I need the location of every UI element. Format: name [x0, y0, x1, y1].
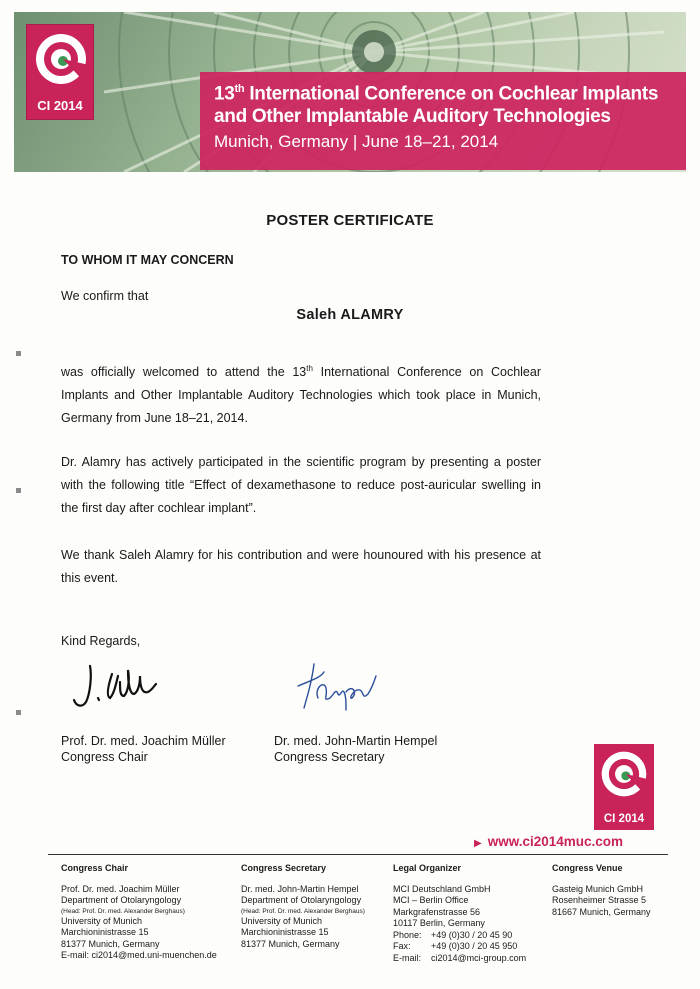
- paragraph-thanks: We thank Saleh Alamry for his contribution and were hounoured with his presence at this event.: [61, 548, 541, 585]
- footer-congress-chair: Congress Chair Prof. Dr. med. Joachim Müller Department of Otolaryngology (Head: Prof. Dr. med. Alexander Berghaus) University of Munich Marchioninistrasse 15 81377 Munich, Germany E-mail: ci2014@med.uni-muenchen.de: [61, 863, 236, 962]
- paragraph-attendance: was officially welcomed to attend the 13th International Conference on Cochlear Implants and Other Implantable Auditory Technologies which took place in Munich, Germany from June 18–21, 2014.: [61, 364, 541, 426]
- conference-banner: [14, 12, 686, 172]
- closing: Kind Regards,: [61, 634, 141, 648]
- signature-mueller: [68, 656, 168, 716]
- signature-hempel: [284, 658, 384, 718]
- ci2014-logo-bottom: [594, 744, 654, 830]
- certificate-title: POSTER CERTIFICATE: [266, 212, 434, 229]
- website-link[interactable]: ▶ www.ci2014muc.com: [474, 834, 624, 849]
- confirm-line: We confirm that: [61, 289, 149, 303]
- arrow-right-icon: ▶: [474, 838, 482, 849]
- signer-chair: Prof. Dr. med. Joachim Müller Congress Chair: [61, 734, 226, 764]
- punch-mark: [16, 710, 21, 715]
- signer-secretary: Dr. med. John-Martin Hempel Congress Secretary: [274, 734, 438, 764]
- conference-title: 13th International Conference on Cochlear Implants and Other Implantable Auditory Technologies: [214, 83, 659, 128]
- legal-email[interactable]: ci2014@mci-group.com: [431, 952, 527, 963]
- footer-legal-organizer: Legal Organizer MCI Deutschland GmbH MCI – Berlin Office Markgrafenstrasse 56 10117 Berlin, Germany Phone: +49 (0)30 / 20 45 90 Fax: +49 (0)30 / 20 45 950 E-mail: ci2014@mci-group.com: [393, 863, 527, 963]
- footer-congress-secretary: Congress Secretary Dr. med. John-Martin Hempel Department of Otolaryngology (Head: Prof. Dr. med. Alexander Berghaus) University of Munich Marchioninistrasse 15 81377 Munich, Germany: [241, 863, 365, 949]
- logo-label: CI 2014: [603, 813, 645, 825]
- title-band: [200, 72, 686, 170]
- recipient-name: Saleh ALAMRY: [296, 307, 404, 323]
- footer-congress-venue: Congress Venue Gasteig Munich GmbH Rosenheimer Strasse 5 81667 Munich, Germany: [552, 863, 651, 917]
- footer-divider: [48, 854, 668, 855]
- punch-mark: [16, 488, 21, 493]
- paragraph-poster: Dr. Alamry has actively participated in the scientific program by presenting a poster with the following title “Effect of dexamethasone to reduce post-auricular swelling in the first day after cochlear implant”.: [61, 455, 541, 515]
- ci-spiral-icon: [599, 749, 649, 799]
- ci-spiral-icon: [33, 31, 89, 87]
- conference-subtitle: Munich, Germany | June 18–21, 2014: [214, 132, 499, 151]
- ci2014-logo: [26, 24, 94, 120]
- punch-mark: [16, 351, 21, 356]
- chair-email[interactable]: E-mail: ci2014@med.uni-muenchen.de: [61, 950, 217, 960]
- logo-label: CI 2014: [37, 98, 83, 113]
- salutation: TO WHOM IT MAY CONCERN: [61, 253, 234, 267]
